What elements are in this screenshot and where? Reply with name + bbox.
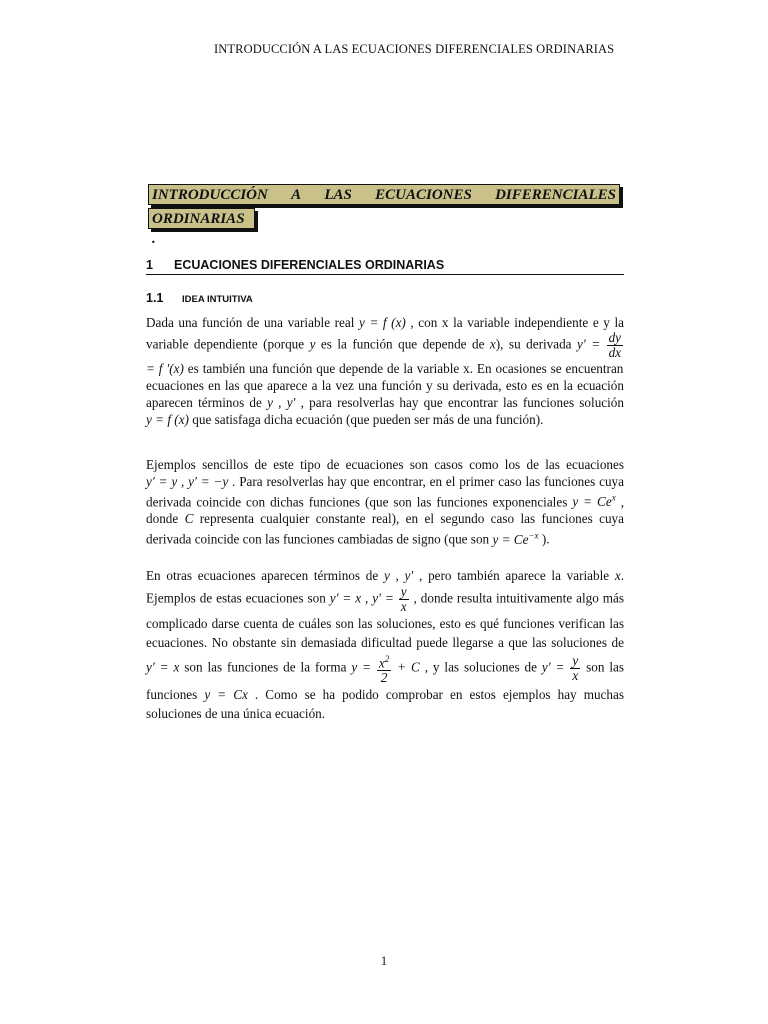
section-heading [146,258,624,275]
math-expression: y′ = [577,336,606,352]
math-fraction [377,652,391,685]
math-superscript: x [611,493,616,503]
text-run: ), su derivada [495,336,577,352]
text-run: Dada una función de una variable real [146,315,359,330]
text-run: , con x la variable independiente e y la variable dependiente (porque [146,315,624,352]
subsection-number: 1.1 [146,291,164,305]
fraction-numerator: y [572,653,579,669]
chapter-title-word: DIFERENCIALES [495,187,616,203]
paragraph-1 [146,314,624,428]
math-expression: y = [351,659,376,675]
math-base: y = Ce [492,531,529,547]
fraction-denominator: x [400,599,407,614]
math-base: y = Ce [572,494,612,510]
text-run: ). [538,531,550,547]
math-expression: = f ′(x) [146,361,184,376]
chapter-title-word: A [291,187,302,203]
running-header: INTRODUCCIÓN A LAS ECUACIONES DIFERENCIALES ORDINARIAS [214,42,615,56]
text-run: es la función que depende de [315,336,490,352]
text-run: , donde resulta intuitivamente algo más complicado darse cuenta de cuáles son las soluciones, esto es qué funciones verifican las ecuaciones. No obstante sin demasiada dificultad puede llegarse a que las soluciones de [146,590,624,650]
text-run: que satisfaga dicha ecuación (que pueden ser más de una función). [188,412,544,427]
math-expression: y = f (x) [146,412,189,427]
math-base: x [378,655,385,671]
math-expression: y′ = y , y′ = −y [146,474,229,489]
text-run: En otras ecuaciones aparecen términos de [146,568,384,583]
math-expression: y [309,336,316,352]
chapter-title-word: INTRODUCCIÓN [152,187,268,203]
text-run: . Para resolverlas hay que encontrar, en el primer caso las funciones cuya derivada coincide con dichas funciones (que son las funciones exponenciales [146,474,624,510]
text-run: son las funciones [146,659,624,703]
math-expression: y , y′ [383,568,414,583]
page-number: 1 [380,954,388,968]
text-run: , y las soluciones de [419,659,542,675]
text-run: , para resolverlas hay que encontrar las funciones solución [295,395,624,410]
text-run: . Ejemplos de estas ecuaciones son [146,568,625,606]
math-superscript: −x [528,530,539,541]
math-expression: x [489,336,496,352]
math-expression [492,532,538,547]
fraction-denominator: dx [608,345,622,360]
math-expression: y′ = x , y′ = [329,590,398,606]
math-fraction [570,654,580,683]
math-expression [572,494,615,509]
math-expression: y , y′ [267,395,296,410]
text-run: , pero también aparece la variable [413,568,615,583]
text-run: son las funciones de la forma [179,659,352,675]
paragraph-3 [146,566,624,723]
fraction-numerator: dy [608,330,622,345]
math-expression: + C [392,659,420,675]
math-expression: y = f (x) [359,315,406,330]
chapter-title-word: LAS [324,187,352,203]
math-expression: y = Cx [204,687,248,703]
paragraph-2 [146,456,624,548]
chapter-title-word: ECUACIONES [375,187,472,203]
text-run: , donde [146,494,625,527]
chapter-title-line-2: ORDINARIAS . [148,208,255,229]
chapter-title [148,184,620,247]
fraction-numerator: y [400,584,407,599]
subsection-title: IDEA INTUITIVA [182,294,253,305]
math-expression: x [614,568,621,583]
subsection-heading [146,291,253,305]
fraction-numerator [377,652,391,671]
fraction-denominator: 2 [380,670,388,686]
section-number: 1 [146,258,153,272]
math-expression: y′ = x [146,659,180,675]
text-run: es también una función que depende de la variable x. En ocasiones se encuentran ecuaciones en las que aparece a la vez una función y su derivada, esto es en la ecuación aparecen términos de [146,361,624,410]
fraction-denominator: x [572,668,579,684]
text-run: representa cualquier constante real), en el segundo caso las funciones cuya derivada coincide con las funciones cambiadas de signo (que son [146,511,624,547]
math-fraction [399,585,409,614]
math-fraction [607,331,623,360]
section-title: ECUACIONES DIFERENCIALES ORDINARIAS [174,258,445,272]
math-superscript: 2 [384,654,390,664]
text-run: . Como se ha podido comprobar en estos ejemplos hay muchas soluciones de una única ecuación. [146,687,624,722]
math-expression: y′ = [541,659,570,675]
math-expression: C [184,511,194,527]
chapter-title-line-1 [148,184,620,205]
text-run: Ejemplos sencillos de este tipo de ecuaciones son casos como los de las ecuaciones [146,457,624,472]
